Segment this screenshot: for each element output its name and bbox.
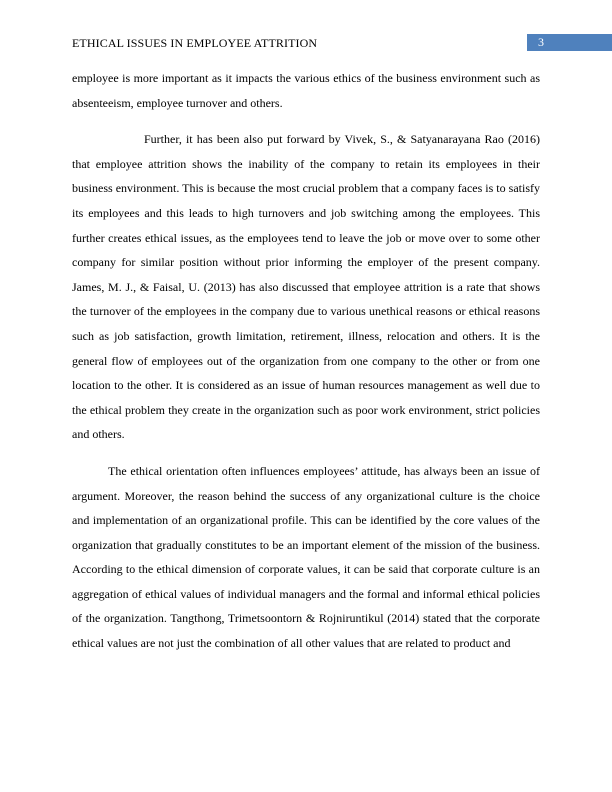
page-number: 3	[527, 34, 612, 51]
running-header: ETHICAL ISSUES IN EMPLOYEE ATTRITION	[72, 36, 318, 50]
paragraph-1: employee is more important as it impacts the various ethics of the business environment such as absenteeism, employee turnover and others.	[72, 71, 540, 110]
paragraph-3: The ethical orientation often influences employees’ attitude, has always been an issue of argument. Moreover, the reason behind the success of any organizational culture is the choice and implementation of an organizational profile. This can be identified by the core values of the organization that gradually constitutes to be an important element of the mission of the business. According to the ethical dimension of corporate values, it can be said that corporate culture is an aggregation of ethical values of individual managers and the formal and informal ethical policies of the organization. Tangthong, Trimetsoontorn & Rojniruntikul (2014) stated that the corporate ethical values are not just the combination of all other values that are related to product and	[72, 463, 540, 651]
document-body	[72, 66, 540, 656]
paragraph-2: Further, it has been also put forward by Vivek, S., & Satyanarayana Rao (2016) that employee attrition shows the inability of the company to retain its employees in their business environment. This is because the most crucial problem that a company faces is to satisfy its employees and this leads to high turnovers and job switching among the employees. This further creates ethical issues, as the employees tend to leave the job or move over to some other company for similar position without prior informing the employer of the present company. James, M. J., & Faisal, U. (2013) has also discussed that employee attrition is a rate that shows the turnover of the employees in the company due to various unethical reasons or ethical reasons such as job satisfaction, growth limitation, retirement, illness, relocation and others. It is the general flow of employees out of the organization from one company to the other or from one location to the other. It is considered as an issue of human resources management as well due to the ethical problem they create in the organization such as poor work environment, strict policies and others.	[72, 132, 540, 442]
